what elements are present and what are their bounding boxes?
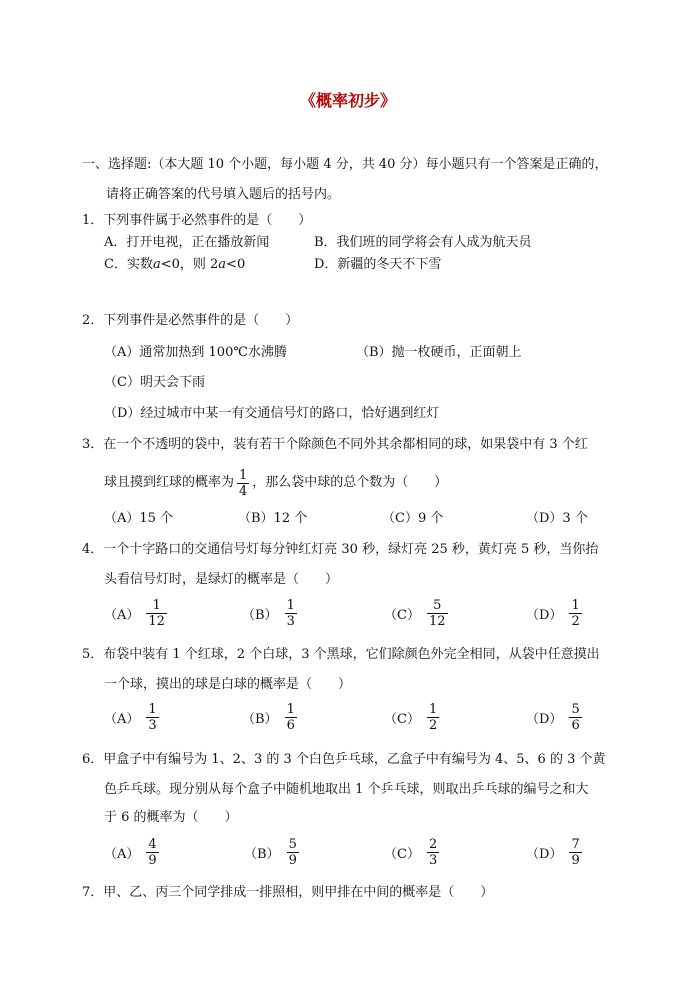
q2-stem: 2．下列事件是必然事件的是（ ） [82,313,299,328]
q3-option-a: （A）15 个 [104,511,174,526]
q1-stem: 1．下列事件属于必然事件的是（ ） [82,213,312,228]
q1-option-b: B．我们班的同学将会有人成为航天员 [314,235,532,250]
q1-option-a: A．打开电视，正在播放新闻 [104,235,270,250]
q6-stem-line3: 于 6 的概率为（ ） [104,810,238,825]
q2-option-b: （B）抛一枚硬币，正面朝上 [356,345,522,360]
q1-option-c: C．实数a<0，则 2a<0 [104,257,246,272]
q4-option-d: （D） $\frac{1}{2}$ [526,598,580,629]
q3-stem-line1: 3．在一个不透明的袋中，装有若干个除颜色不同外其余都相同的球，如果袋中有 3 个红 [82,437,588,452]
section-heading-line1: 一、选择题:（本大题 10 个小题，每小题 4 分，共 40 分）每小题只有一个答案是正确的， [82,157,608,172]
q5-option-c: （C） $\frac{1}{2}$ [384,702,438,733]
q4-option-b: （B） $\frac{1}{3}$ [242,598,295,629]
q5-stem-line1: 5．布袋中装有 1 个红球，2 个白球，3 个黑球，它们除颜色外完全相同，从袋中任意摸出 [82,647,600,662]
q5-option-a: （A） $\frac{1}{3}$ [104,702,157,733]
q2-option-a: （A）通常加热到 100℃水沸腾 [104,345,287,360]
q6-option-b: （B） $\frac{5}{9}$ [244,837,297,868]
q6-stem-line1: 6．甲盒子中有编号为 1、2、3 的 3 个白色乒乓球，乙盒子中有编号为 4、5、6 的 3 个黄 [82,752,606,767]
q3-option-d: （D）3 个 [526,511,588,526]
q2-option-c: （C）明天会下雨 [104,375,205,390]
q6-option-c: （C） $\frac{2}{3}$ [384,837,438,868]
section-heading-line2: 请将正确答案的代号填入题后的括号内。 [106,187,341,202]
q4-stem-line1: 4．一个十字路口的交通信号灯每分钟红灯亮 30 秒，绿灯亮 25 秒，黄灯亮 5 秒，当你抬 [82,542,599,557]
document-title: 《概率初步》 [299,91,396,110]
q1-option-d: D．新疆的冬天不下雪 [314,257,442,272]
q6-option-a: （A） $\frac{4}{9}$ [104,837,157,868]
q6-option-d: （D） $\frac{7}{9}$ [526,837,580,868]
q4-option-a: （A） $\frac{1}{12}$ [104,598,165,629]
q5-option-b: （B） $\frac{1}{6}$ [242,702,295,733]
q5-option-d: （D） $\frac{5}{6}$ [526,702,580,733]
q3-option-c: （C）9 个 [382,511,444,526]
q5-stem-line2: 一个球，摸出的球是白球的概率是（ ） [104,677,352,692]
q3-stem-line2: 球且摸到红球的概率为 $\frac{1}{4}$ ，那么袋中球的总个数为（ ） [104,467,448,499]
q2-option-d: （D）经过城市中某一有交通信号灯的路口，恰好遇到红灯 [104,406,440,421]
q6-stem-line2: 色乒乓球。现分别从每个盒子中随机地取出 1 个乒乓球，则取出乒乓球的编号之和大 [104,782,589,797]
q3-fraction: $\frac{1}{4}$ [239,467,248,499]
q4-stem-line2: 头看信号灯时，是绿灯的概率是（ ） [104,572,339,587]
q7-stem: 7．甲、乙、丙三个同学排成一排照相，则甲排在中间的概率是（ ） [82,885,494,900]
q3-option-b: （B）12 个 [238,511,308,526]
q4-option-c: （C） $\frac{5}{12}$ [384,598,446,629]
